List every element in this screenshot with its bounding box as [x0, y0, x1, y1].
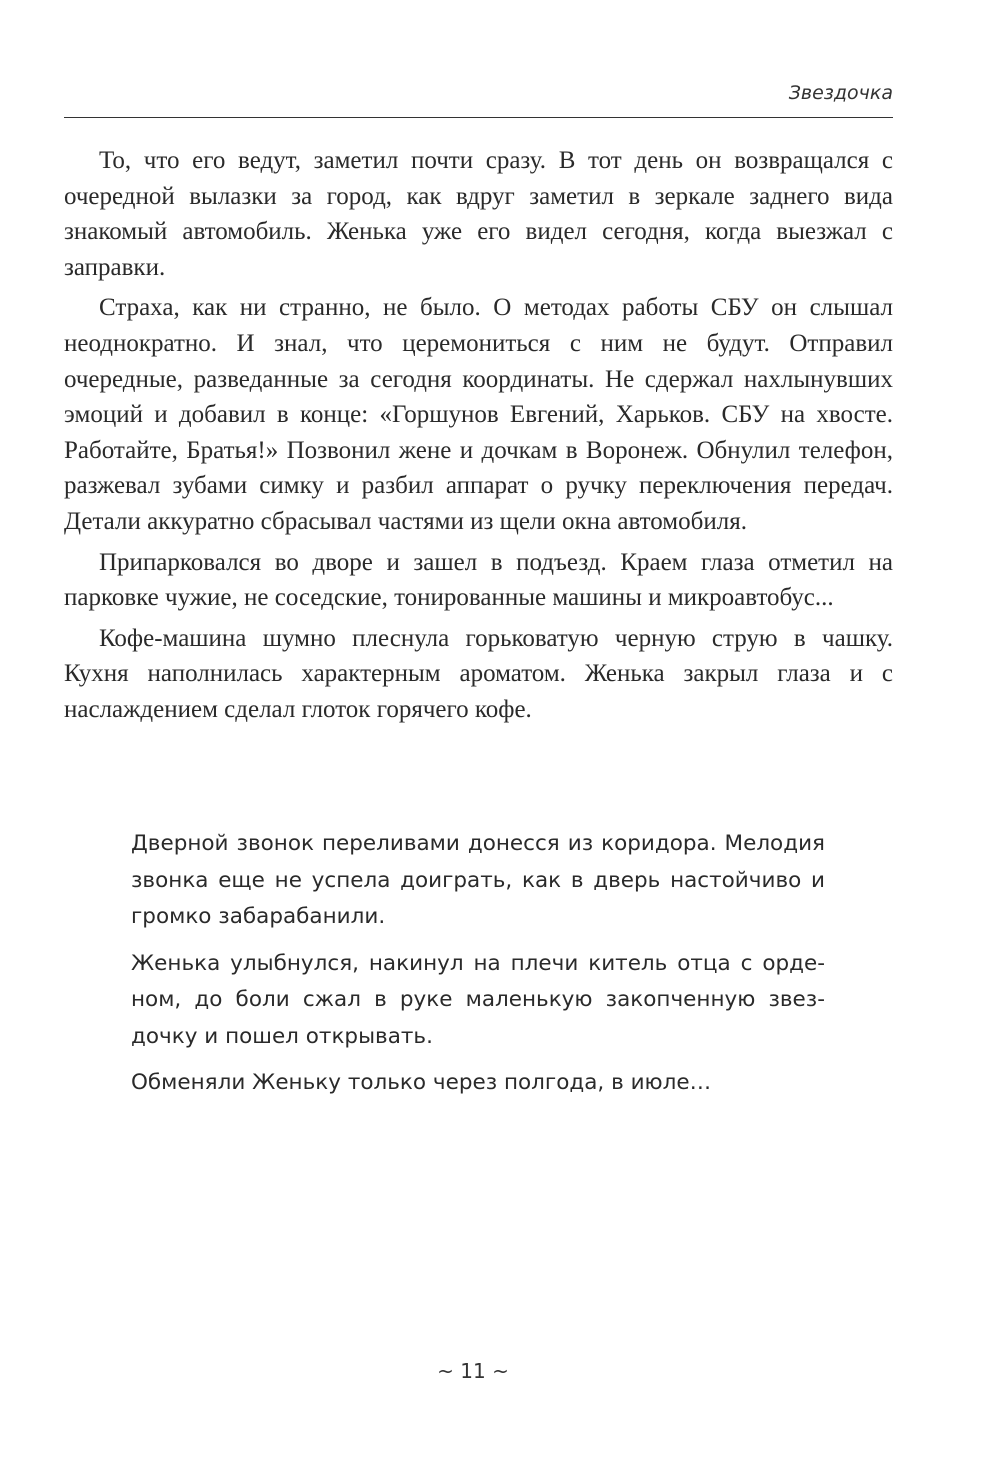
aside-paragraph: Женька улыбнулся, накинул на плечи китель отца с орденом, до боли сжал в руке маленькую закопченную звездочку и пошел открывать. — [131, 950, 825, 1049]
header-rule — [64, 117, 893, 118]
page-number: ~ 11 ~ — [437, 1359, 509, 1383]
aside-paragraph: Обменяли Женьку только через полгода, в июле… — [131, 1070, 712, 1095]
paragraph: Припарковался во дворе и зашел в подъезд. Краем глаза отметил на парковке чужие, не соседские, тонированные машины и микроавтобус... — [64, 548, 893, 612]
paragraph: Страха, как ни странно, не было. О методах работы СБУ он слышал неоднократно. И знал, что церемониться с ним не будут. Отправил очередные, разведанные за сегодня координаты. Не сдержал нахлынувших эмоций и добавил в конце: «Горшунов Евгений, Харьков. СБУ на хвосте. Работайте, Братья!» Позвонил жене и дочкам в Воронеж. Обнулил телефон, разжевал зубами симку и разбил аппарат о ручку переключения передач. Детали аккуратно сбрасывал частями из щели окна автомобиля. — [64, 294, 893, 535]
main-text — [64, 143, 893, 733]
aside-paragraph: Дверной звонок переливами донесся из коридора. Мелодия звонка еще не успела доиграть, как в дверь настойчиво и громко забарабанили. — [131, 831, 825, 929]
paragraph: Кофе-машина шумно плеснула горьковатую черную струю в чашку. Кухня наполнилась характерным ароматом. Женька закрыл глаза и с наслаждением сделал глоток горячего кофе. — [64, 624, 893, 723]
paragraph: То, что его ведут, заметил почти сразу. В тот день он возвращался с очередной вылазки за город, как вдруг заметил в зеркале заднего вида знакомый автомобиль. Женька уже его видел сегодня, когда выезжал с заправки. — [64, 147, 893, 281]
aside-text — [131, 826, 825, 1112]
running-head: Звездочка — [788, 82, 893, 104]
